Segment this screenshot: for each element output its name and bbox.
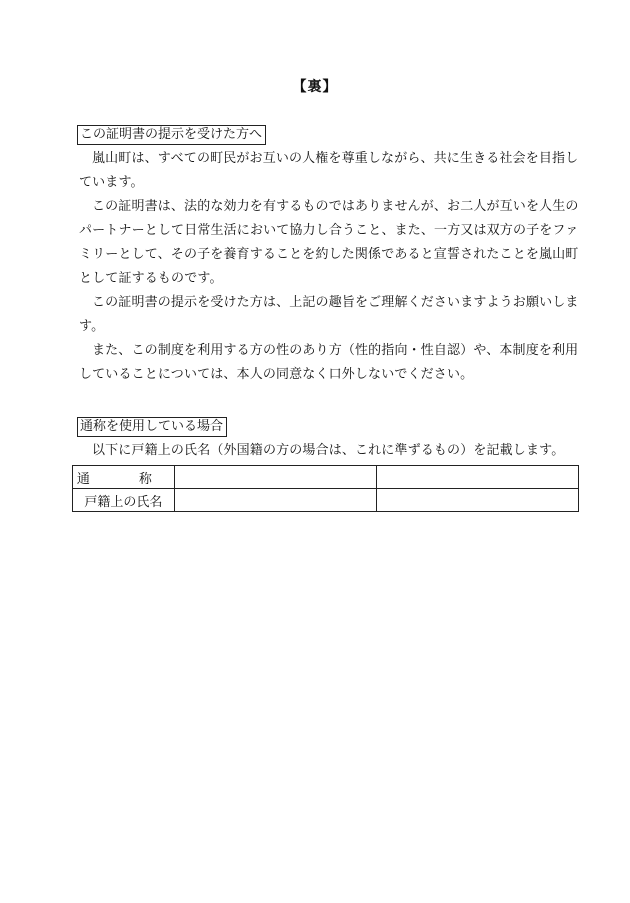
table-cell	[376, 466, 578, 489]
table-row	[73, 466, 579, 489]
table-cell	[174, 489, 376, 512]
alias-label: 通 称	[73, 466, 175, 489]
paragraph: 以下に戸籍上の氏名（外国籍の方の場合は、これに準ずるもの）を記載します。	[92, 443, 565, 458]
alias-body	[79, 439, 584, 463]
table-cell	[376, 489, 578, 512]
page-title: 【裏】	[292, 79, 338, 95]
section-heading-notice: この証明書の提示を受けた方へ	[77, 125, 266, 145]
table-row	[73, 489, 579, 512]
paragraph: また、この制度を利用する方の性のあり方（性的指向・性自認）や、本制度を利用していることについては、本人の同意なく口外しないでください。	[79, 343, 579, 382]
registered-name-label: 戸籍上の氏名	[73, 489, 175, 512]
paragraph: この証明書は、法的な効力を有するものではありませんが、お二人が互いを人生のパートナーとして日常生活において協力し合うこと、また、一方又は双方の子をファミリーとして、その子を養育することを約した関係であると宣誓されたことを嵐山町として証するものです。	[79, 199, 579, 286]
name-table	[72, 465, 579, 512]
table-cell	[174, 466, 376, 489]
paragraph: この証明書の提示を受けた方は、上記の趣旨をご理解くださいますようお願いします。	[79, 295, 579, 334]
section-heading-alias: 通称を使用している場合	[77, 417, 227, 437]
notice-body	[79, 147, 579, 387]
paragraph: 嵐山町は、すべての町民がお互いの人権を尊重しながら、共に生きる社会を目指しています。	[79, 151, 579, 190]
